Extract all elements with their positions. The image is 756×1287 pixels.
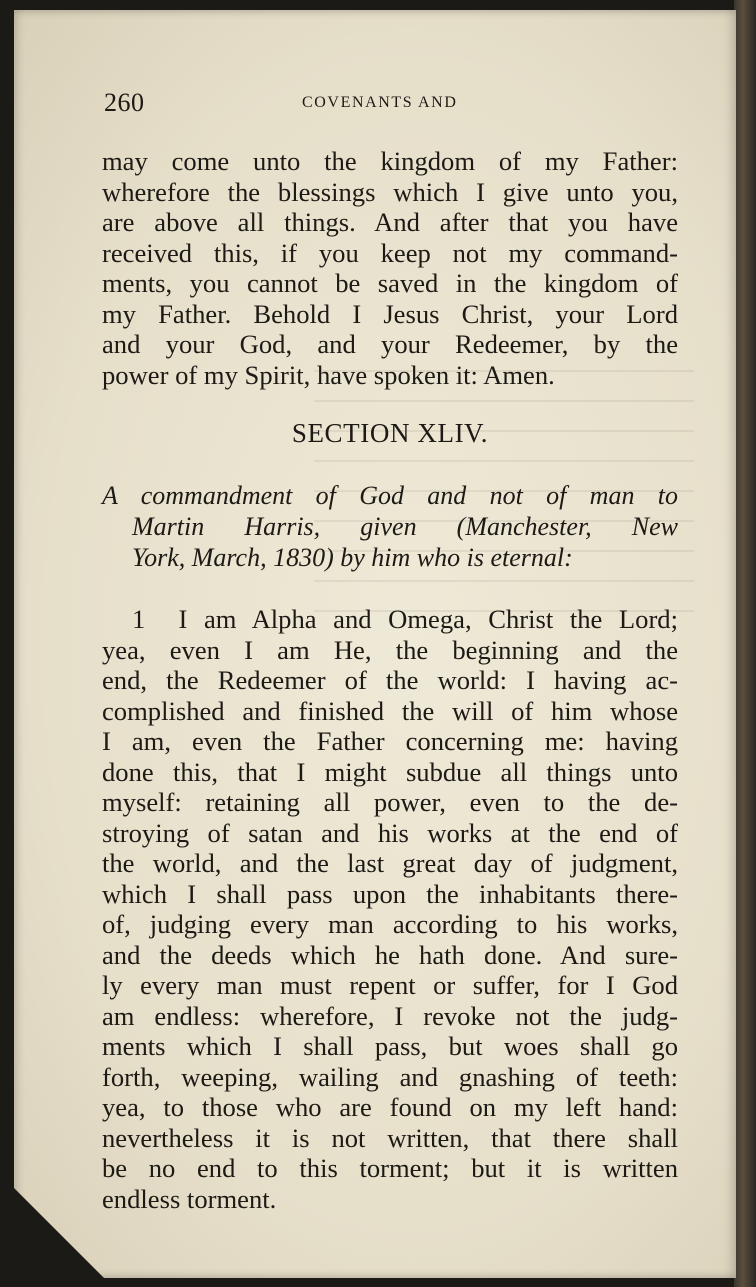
verse-first-line [102,604,678,635]
text-line: ly every man must repent or suffer, for I God [102,970,678,1000]
running-title: COVENANTS AND [302,94,458,111]
text-line: myself: retaining all power, even to the de- [102,787,678,817]
section-heading: SECTION XLIV. [291,418,489,448]
text-line: of, judging every man according to his works, [102,909,678,939]
text-line: wherefore the blessings which I give unto you, [102,176,678,207]
running-head [104,88,504,118]
text-line: complished and finished the will of him whose [102,695,678,726]
text-line: the world, and the last great day of judgment, [102,848,678,878]
verse-1 [102,604,678,1214]
text-line: Martin Harris, given (Manchester, New [132,512,678,541]
text-line: endless torment. [102,1183,277,1214]
text-line: which I shall pass upon the inhabitants there- [102,878,678,909]
text-line: received this, if you keep not my command- [102,237,678,268]
text-line: yea, to those who are found on my left hand: [102,1092,678,1122]
text-line: nevertheless it is not written, that there shall [102,1122,678,1153]
dog-ear-corner [14,1188,104,1278]
section-intro [102,480,678,573]
text-line: be no end to this torment; but it is written [102,1153,678,1183]
text-line: and your God, and your Redeemer, by the [102,329,678,359]
text-line: York, March, 1830) by him who is eternal: [132,543,573,572]
book-spine-edge [734,0,756,1287]
text-line: I am, even the Father concerning me: having [102,726,678,756]
verse-first-line-text: I am Alpha and Omega, Christ the Lord; [178,604,678,634]
text-line: are above all things. And after that you have [102,207,678,237]
continuation-paragraph [102,146,678,390]
page-number: 260 [104,88,145,117]
text-line: ments, you cannot be saved in the kingdom of [102,268,678,298]
text-line: stroying of satan and his works at the end of [102,817,678,848]
text-line: may come unto the kingdom of my Father: [102,146,678,176]
text-line: done this, that I might subdue all things unto [102,756,678,787]
verse-number: 1 [132,604,146,634]
text-line: A commandment of God and not of man to [102,481,678,510]
text-line: yea, even I am He, the beginning and the [102,634,678,665]
text-line: am endless: wherefore, I revoke not the judg- [102,1000,678,1031]
text-line: forth, weeping, wailing and gnashing of teeth: [102,1061,678,1092]
text-line: and the deeds which he hath done. And sure- [102,939,678,970]
text-line: ments which I shall pass, but woes shall go [102,1031,678,1061]
text-line: end, the Redeemer of the world: I having ac- [102,665,678,695]
text-line: power of my Spirit, have spoken it: Amen. [102,359,555,390]
text-line: my Father. Behold I Jesus Christ, your Lord [102,298,678,329]
